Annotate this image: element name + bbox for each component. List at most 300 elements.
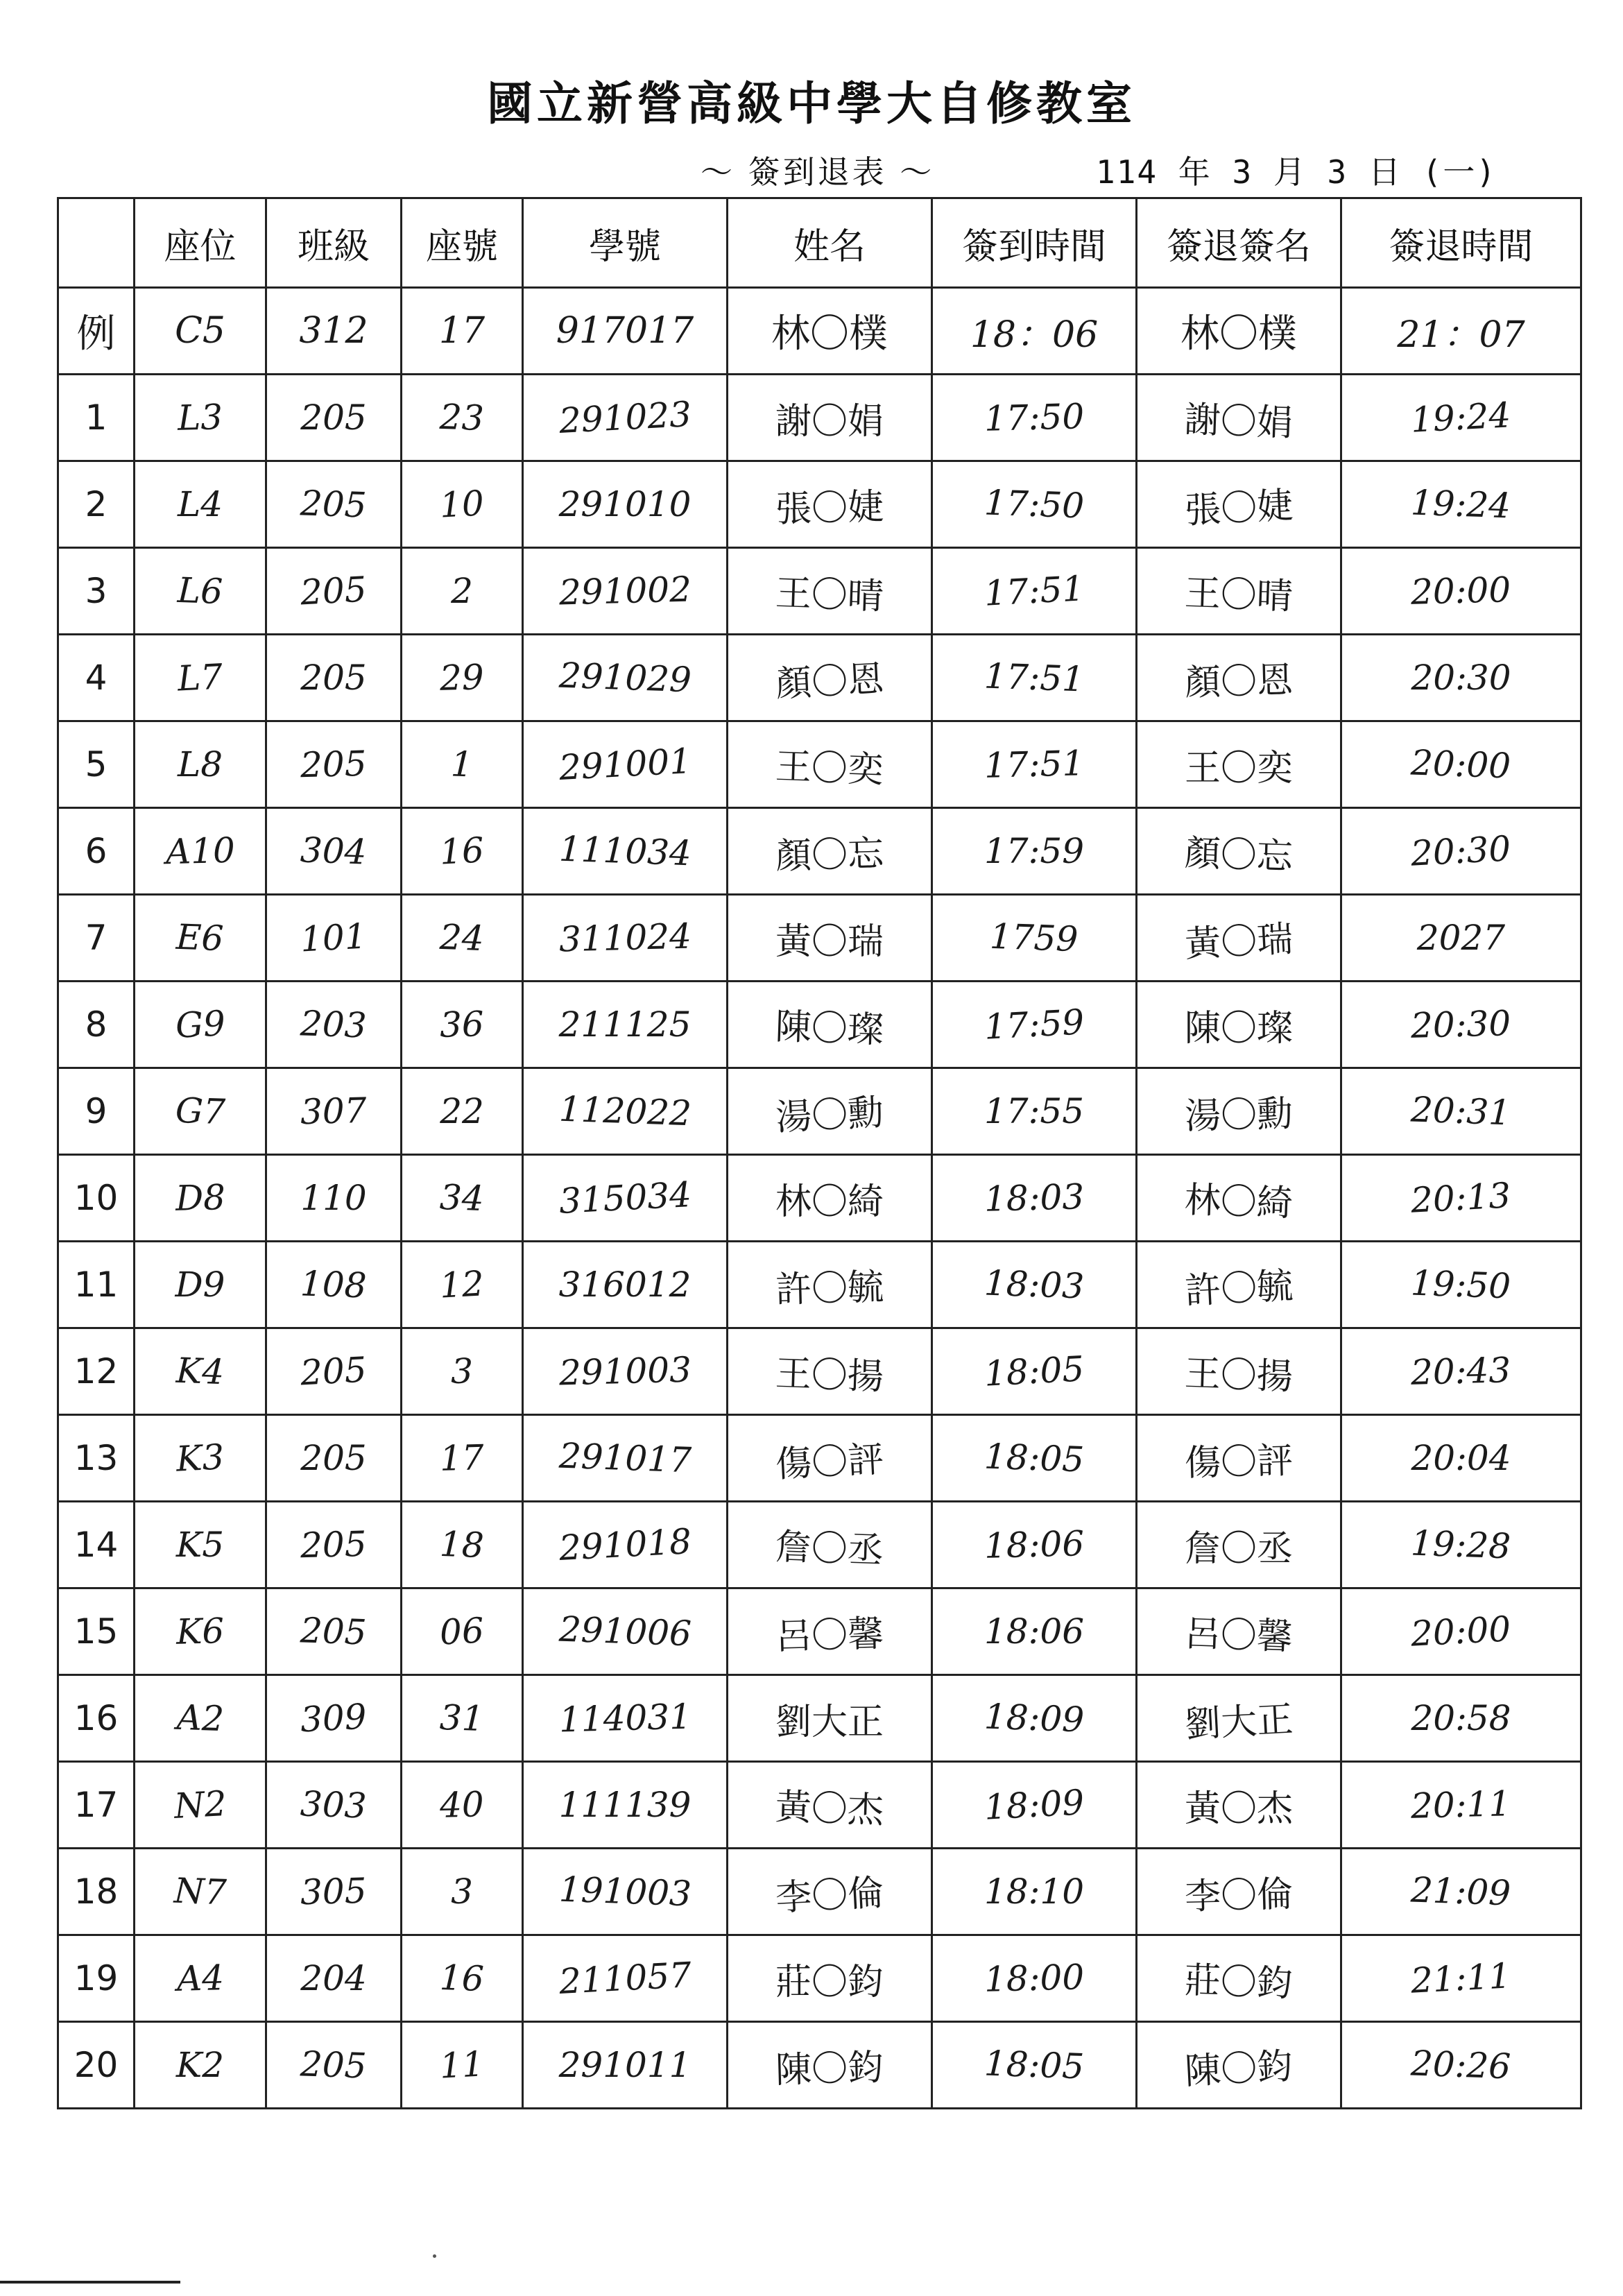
student-id-cell-text: 311024 xyxy=(558,916,692,960)
name-cell-text: 林〇樸 xyxy=(771,311,888,357)
row-number xyxy=(58,1849,135,1935)
seat-cell xyxy=(135,1155,266,1242)
sign-out-time-cell-text: 20:58 xyxy=(1411,1698,1511,1738)
row-number-text: 20 xyxy=(74,2045,119,2085)
sign-out-time-cell xyxy=(1341,1849,1581,1935)
row-number xyxy=(58,1762,135,1849)
sign-out-time-cell-text: 21：07 xyxy=(1397,314,1525,356)
class-cell xyxy=(266,1155,402,1242)
student-id-cell-text: 291010 xyxy=(558,484,692,524)
student-id-cell xyxy=(523,1762,728,1849)
table-row xyxy=(58,808,1581,895)
sign-out-signature-cell-text: 呂〇馨 xyxy=(1183,1612,1294,1659)
class-cell-text: 304 xyxy=(300,830,368,873)
class-cell xyxy=(266,1502,402,1588)
seat-number-cell-text: 29 xyxy=(439,657,485,699)
name-cell-text: 陳〇鈞 xyxy=(775,2046,884,2091)
seat-number-cell xyxy=(402,1068,523,1155)
seat-cell-text: L6 xyxy=(176,569,223,612)
sign-in-time-cell-text: 18：06 xyxy=(970,314,1099,356)
class-cell xyxy=(266,982,402,1068)
class-cell-text: 312 xyxy=(299,310,368,352)
sign-out-time-cell xyxy=(1341,2022,1581,2109)
seat-cell-text: A10 xyxy=(164,830,236,873)
seat-number-cell xyxy=(402,1849,523,1935)
class-cell-text: 204 xyxy=(300,1958,367,1998)
sign-in-time-cell-text: 18:09 xyxy=(983,1696,1085,1740)
name-cell-text: 顏〇忘 xyxy=(775,832,884,877)
sign-out-time-cell xyxy=(1341,1588,1581,1675)
row-number-text: 11 xyxy=(74,1265,119,1305)
sign-out-time-cell xyxy=(1341,721,1581,808)
student-id-cell xyxy=(523,548,728,635)
sign-out-signature-cell-text: 王〇晴 xyxy=(1183,572,1294,618)
sign-out-signature-cell-text: 顏〇恩 xyxy=(1184,659,1294,704)
sign-out-time-cell xyxy=(1341,808,1581,895)
table-row xyxy=(58,375,1581,461)
seat-cell xyxy=(135,548,266,635)
name-cell xyxy=(728,1242,932,1328)
class-cell xyxy=(266,1242,402,1328)
column-header-student-id: 學號 xyxy=(523,198,728,288)
sign-out-signature-cell xyxy=(1137,1849,1341,1935)
sign-in-time-cell xyxy=(932,1502,1137,1588)
seat-number-cell xyxy=(402,895,523,982)
table-row xyxy=(58,1068,1581,1155)
name-cell-text: 劉大正 xyxy=(775,1701,884,1743)
seat-number-cell-text: 2 xyxy=(451,571,473,611)
sign-in-time-cell xyxy=(932,461,1137,548)
sign-out-time-cell-text: 21:09 xyxy=(1410,1869,1512,1914)
student-id-cell-text: 112022 xyxy=(558,1088,692,1134)
class-cell xyxy=(266,1935,402,2022)
student-id-cell xyxy=(523,1155,728,1242)
row-number xyxy=(58,548,135,635)
seat-number-cell-text: 36 xyxy=(439,1004,485,1045)
sign-out-time-cell-text: 21:11 xyxy=(1410,1955,1512,2001)
sign-out-time-cell-text: 20:04 xyxy=(1411,1438,1511,1478)
class-cell-text: 205 xyxy=(300,1610,368,1653)
column-header-seat: 座位 xyxy=(135,198,266,288)
table-body xyxy=(58,288,1581,2109)
student-id-cell xyxy=(523,982,728,1068)
class-cell-text: 303 xyxy=(300,1783,368,1826)
name-cell-text: 林〇綺 xyxy=(775,1181,884,1223)
seat-cell-text: E6 xyxy=(175,916,225,959)
table-row xyxy=(58,635,1581,721)
row-number-text: 10 xyxy=(74,1178,119,1218)
row-number-text: 6 xyxy=(85,831,108,871)
sign-out-signature-cell xyxy=(1137,721,1341,808)
sign-out-signature-cell xyxy=(1137,1242,1341,1328)
sign-in-time-cell xyxy=(932,982,1137,1068)
class-cell-text: 307 xyxy=(300,1090,368,1133)
class-cell xyxy=(266,1675,402,1762)
sign-in-time-cell-text: 18:09 xyxy=(983,1782,1085,1828)
student-id-cell-text: 111034 xyxy=(558,828,692,874)
sign-out-time-cell xyxy=(1341,548,1581,635)
sign-out-signature-cell xyxy=(1137,288,1341,375)
student-id-cell-text: 291023 xyxy=(558,394,692,441)
table-row xyxy=(58,1675,1581,1762)
sign-in-time-cell-text: 18:10 xyxy=(984,1871,1085,1912)
student-id-cell xyxy=(523,635,728,721)
seat-number-cell xyxy=(402,548,523,635)
seat-number-cell-text: 17 xyxy=(438,310,486,352)
seat-number-cell-text: 22 xyxy=(440,1091,484,1131)
table-row xyxy=(58,1328,1581,1415)
student-id-cell xyxy=(523,461,728,548)
seat-cell xyxy=(135,1328,266,1415)
column-header-name: 姓名 xyxy=(728,198,932,288)
row-number-text: 15 xyxy=(74,1611,119,1652)
seat-cell xyxy=(135,1849,266,1935)
seat-number-cell xyxy=(402,375,523,461)
class-cell xyxy=(266,1588,402,1675)
seat-cell-text: K2 xyxy=(175,2045,225,2085)
sign-in-time-cell xyxy=(932,895,1137,982)
seat-number-cell xyxy=(402,1155,523,1242)
student-id-cell-text: 191003 xyxy=(558,1869,692,1914)
sign-in-time-cell-text: 17:51 xyxy=(984,743,1085,786)
seat-number-cell-text: 06 xyxy=(438,1610,486,1653)
seat-number-cell xyxy=(402,721,523,808)
student-id-cell-text: 316012 xyxy=(558,1265,692,1305)
seat-number-cell-text: 23 xyxy=(439,396,485,439)
sign-out-signature-cell-text: 張〇婕 xyxy=(1183,484,1294,532)
name-cell xyxy=(728,982,932,1068)
row-number xyxy=(58,1068,135,1155)
sign-in-time-cell xyxy=(932,721,1137,808)
table-row xyxy=(58,1415,1581,1502)
name-cell-text: 顏〇恩 xyxy=(774,658,885,705)
class-cell-text: 309 xyxy=(299,1696,368,1740)
sign-out-signature-cell-text: 顏〇忘 xyxy=(1183,832,1294,878)
row-number xyxy=(58,808,135,895)
sign-in-time-cell xyxy=(932,2022,1137,2109)
sign-out-time-cell-text: 20:00 xyxy=(1410,1609,1512,1654)
sign-out-signature-cell xyxy=(1137,461,1341,548)
bottom-edge-rule xyxy=(0,2281,180,2284)
seat-number-cell-text: 40 xyxy=(439,1784,485,1826)
class-cell-text: 205 xyxy=(300,1438,367,1478)
sign-out-time-cell-text: 20:26 xyxy=(1410,2043,1512,2087)
name-cell xyxy=(728,1849,932,1935)
sign-out-signature-cell xyxy=(1137,1935,1341,2022)
name-cell xyxy=(728,1415,932,1502)
sign-in-time-cell-text: 18:05 xyxy=(983,2043,1085,2087)
sign-out-signature-cell xyxy=(1137,1675,1341,1762)
sign-out-signature-cell xyxy=(1137,2022,1341,2109)
row-number xyxy=(58,1242,135,1328)
name-cell xyxy=(728,1155,932,1242)
sign-out-time-cell-text: 19:50 xyxy=(1410,1262,1512,1307)
sign-out-signature-cell xyxy=(1137,982,1341,1068)
column-header-sign-in-time: 簽到時間 xyxy=(932,198,1137,288)
sign-in-time-cell-text: 1759 xyxy=(989,916,1079,960)
row-number xyxy=(58,1328,135,1415)
name-cell-text: 許〇毓 xyxy=(775,1266,884,1311)
name-cell-text: 湯〇勳 xyxy=(774,1091,885,1139)
class-cell xyxy=(266,548,402,635)
sign-out-signature-cell-text: 陳〇鈞 xyxy=(1183,2045,1294,2093)
sign-out-time-cell xyxy=(1341,635,1581,721)
sign-in-time-cell xyxy=(932,1935,1137,2022)
seat-cell xyxy=(135,721,266,808)
seat-cell xyxy=(135,375,266,461)
sign-out-signature-cell xyxy=(1137,375,1341,461)
sign-in-time-cell-text: 18:06 xyxy=(984,1611,1085,1652)
seat-number-cell xyxy=(402,1328,523,1415)
row-number-text: 12 xyxy=(74,1351,119,1391)
sign-out-time-cell xyxy=(1341,1935,1581,2022)
table-row xyxy=(58,1849,1581,1935)
sign-out-time-cell xyxy=(1341,1762,1581,1849)
class-cell xyxy=(266,1415,402,1502)
seat-cell-text: L7 xyxy=(176,656,224,699)
row-number xyxy=(58,1588,135,1675)
sign-out-time-cell xyxy=(1341,1675,1581,1762)
seat-cell-text: L3 xyxy=(177,397,223,438)
name-cell xyxy=(728,1762,932,1849)
seat-cell xyxy=(135,982,266,1068)
student-id-cell-text: 291006 xyxy=(558,1609,692,1654)
row-number-text: 5 xyxy=(85,744,108,785)
name-cell xyxy=(728,1935,932,2022)
seat-number-cell-text: 24 xyxy=(439,916,485,959)
row-number xyxy=(58,288,135,375)
seat-cell-text: G7 xyxy=(174,1090,226,1133)
seat-cell-text: N7 xyxy=(173,1870,227,1913)
sign-out-signature-cell-text: 李〇倫 xyxy=(1184,1873,1294,1918)
name-cell-text: 黃〇瑞 xyxy=(775,920,884,963)
class-cell-text: 205 xyxy=(299,569,368,613)
class-cell xyxy=(266,375,402,461)
sign-in-time-cell-text: 17:50 xyxy=(983,482,1085,526)
table-row xyxy=(58,461,1581,548)
row-number xyxy=(58,1155,135,1242)
row-number xyxy=(58,635,135,721)
student-id-cell-text: 291001 xyxy=(558,741,692,788)
student-id-cell-text: 111139 xyxy=(558,1785,692,1825)
seat-cell xyxy=(135,808,266,895)
seat-number-cell xyxy=(402,1762,523,1849)
sign-in-time-cell xyxy=(932,1762,1137,1849)
table-row xyxy=(58,1155,1581,1242)
class-cell-text: 110 xyxy=(300,1178,367,1218)
student-id-cell-text: 114031 xyxy=(558,1696,692,1740)
name-cell-text: 莊〇鈞 xyxy=(775,1961,884,2003)
table-row xyxy=(58,721,1581,808)
class-cell-text: 305 xyxy=(300,1870,368,1913)
table-row xyxy=(58,1762,1581,1849)
sign-out-signature-cell-text: 黃〇杰 xyxy=(1184,1788,1293,1830)
name-cell-text: 陳〇璨 xyxy=(774,1005,884,1052)
seat-number-cell xyxy=(402,1242,523,1328)
seat-cell-text: D9 xyxy=(175,1265,225,1305)
student-id-cell-text: 315034 xyxy=(558,1174,692,1222)
row-number xyxy=(58,721,135,808)
class-cell xyxy=(266,895,402,982)
table-row xyxy=(58,548,1581,635)
sign-in-time-cell xyxy=(932,1675,1137,1762)
seat-cell xyxy=(135,1935,266,2022)
seat-cell xyxy=(135,1068,266,1155)
column-header-class: 班級 xyxy=(266,198,402,288)
name-cell-text: 王〇奕 xyxy=(774,745,884,791)
class-cell xyxy=(266,808,402,895)
row-number xyxy=(58,1675,135,1762)
seat-cell-text: N2 xyxy=(173,1783,227,1826)
sign-out-time-cell xyxy=(1341,1068,1581,1155)
sheet-subtitle: ～ 簽到退表 ～ xyxy=(701,153,935,191)
sign-in-time-cell-text: 17:50 xyxy=(984,396,1085,439)
row-number-text: 16 xyxy=(74,1698,119,1738)
student-id-cell xyxy=(523,2022,728,2109)
row-number xyxy=(58,2022,135,2109)
seat-number-cell xyxy=(402,1415,523,1502)
example-row xyxy=(58,288,1581,375)
seat-number-cell xyxy=(402,288,523,375)
class-cell-text: 205 xyxy=(300,743,368,786)
name-cell xyxy=(728,2022,932,2109)
student-id-cell-text: 211125 xyxy=(558,1004,692,1045)
sign-out-signature-cell xyxy=(1137,1068,1341,1155)
sign-out-time-cell-text: 20:13 xyxy=(1410,1175,1512,1221)
class-cell-text: 205 xyxy=(300,2044,368,2087)
row-number-text: 1 xyxy=(85,397,108,438)
name-cell xyxy=(728,461,932,548)
class-cell-text: 205 xyxy=(300,658,367,698)
seat-number-cell-text: 34 xyxy=(439,1176,485,1219)
sheet-date: 114 年 3 月 3 日 (一) xyxy=(1096,153,1497,191)
sign-in-time-cell-text: 18:05 xyxy=(983,1436,1085,1480)
sign-in-time-cell xyxy=(932,1415,1137,1502)
sign-in-time-cell xyxy=(932,635,1137,721)
row-number-text: 例 xyxy=(76,311,116,357)
sign-out-time-cell xyxy=(1341,1155,1581,1242)
class-cell xyxy=(266,461,402,548)
sign-in-time-cell-text: 17:59 xyxy=(983,1002,1085,1047)
seat-cell-text: C5 xyxy=(175,310,225,352)
row-number xyxy=(58,1502,135,1588)
table-row xyxy=(58,2022,1581,2109)
student-id-cell-text: 291017 xyxy=(558,1435,692,1481)
name-cell-text: 詹〇丞 xyxy=(774,1525,884,1572)
student-id-cell xyxy=(523,1849,728,1935)
student-id-cell-text: 211057 xyxy=(558,1955,692,2002)
seat-number-cell-text: 12 xyxy=(438,1263,486,1306)
name-cell xyxy=(728,721,932,808)
sign-out-signature-cell xyxy=(1137,895,1341,982)
table-row xyxy=(58,1588,1581,1675)
sign-out-signature-cell-text: 林〇綺 xyxy=(1183,1179,1294,1225)
seat-number-cell xyxy=(402,461,523,548)
sign-out-time-cell xyxy=(1341,288,1581,375)
class-cell xyxy=(266,721,402,808)
row-number xyxy=(58,1935,135,2022)
sign-in-time-cell xyxy=(932,808,1137,895)
sign-in-time-cell-text: 18:03 xyxy=(984,1176,1085,1219)
sign-out-signature-cell xyxy=(1137,635,1341,721)
sign-in-time-cell-text: 17:59 xyxy=(984,831,1085,871)
name-cell xyxy=(728,1328,932,1415)
sign-in-time-cell-text: 17:55 xyxy=(984,1091,1085,1131)
sign-out-signature-cell-text: 陳〇璨 xyxy=(1184,1007,1293,1050)
student-id-cell xyxy=(523,375,728,461)
sign-out-time-cell-text: 2027 xyxy=(1416,918,1506,958)
seat-cell-text: K4 xyxy=(175,1350,225,1393)
column-header-sign-out-signature: 簽退簽名 xyxy=(1137,198,1341,288)
sign-out-signature-cell xyxy=(1137,1415,1341,1502)
student-id-cell xyxy=(523,1328,728,1415)
row-number-text: 13 xyxy=(74,1438,119,1478)
name-cell-text: 呂〇馨 xyxy=(775,1613,884,1658)
student-id-cell xyxy=(523,1068,728,1155)
seat-cell-text: A4 xyxy=(175,1957,225,1999)
sign-out-time-cell-text: 20:00 xyxy=(1410,742,1512,787)
sign-out-signature-cell-text: 林〇樸 xyxy=(1180,311,1297,357)
subtitle-row xyxy=(0,147,1623,196)
seat-number-cell xyxy=(402,1502,523,1588)
class-cell-text: 205 xyxy=(300,483,368,526)
sign-in-time-cell xyxy=(932,375,1137,461)
seat-cell-text: K6 xyxy=(175,1611,225,1652)
sign-in-time-cell-text: 17:51 xyxy=(983,656,1085,700)
sign-out-signature-cell-text: 黃〇瑞 xyxy=(1183,918,1294,966)
sign-out-signature-cell-text: 謝〇娟 xyxy=(1183,398,1294,445)
table-row xyxy=(58,1935,1581,2022)
row-number-text: 3 xyxy=(85,571,108,611)
name-cell-text: 謝〇娟 xyxy=(775,400,884,443)
seat-number-cell-text: 31 xyxy=(439,1697,485,1740)
sign-out-time-cell xyxy=(1341,895,1581,982)
class-cell-text: 205 xyxy=(300,1523,368,1566)
seat-number-cell-text: 11 xyxy=(438,2044,486,2087)
sign-in-time-cell xyxy=(932,288,1137,375)
student-id-cell xyxy=(523,1675,728,1762)
name-cell-text: 傷〇評 xyxy=(774,1438,885,1486)
sign-out-signature-cell-text: 莊〇鈞 xyxy=(1183,1959,1294,2005)
student-id-cell xyxy=(523,1502,728,1588)
sign-in-time-cell xyxy=(932,1588,1137,1675)
student-id-cell xyxy=(523,721,728,808)
sign-out-signature-cell xyxy=(1137,1762,1341,1849)
sign-out-time-cell-text: 20:43 xyxy=(1410,1350,1512,1393)
name-cell xyxy=(728,895,932,982)
name-cell xyxy=(728,288,932,375)
table-row xyxy=(58,982,1581,1068)
class-cell xyxy=(266,1849,402,1935)
student-id-cell xyxy=(523,808,728,895)
sign-in-time-cell xyxy=(932,1242,1137,1328)
seat-cell xyxy=(135,2022,266,2109)
name-cell xyxy=(728,808,932,895)
name-cell-text: 王〇揚 xyxy=(774,1352,884,1398)
sheet-title: 國立新營高級中學大自修教室 xyxy=(487,76,1136,130)
student-id-cell xyxy=(523,288,728,375)
row-number-text: 7 xyxy=(85,918,108,958)
seat-cell xyxy=(135,1415,266,1502)
sign-out-signature-cell-text: 王〇奕 xyxy=(1184,747,1293,789)
sign-out-time-cell-text: 19:24 xyxy=(1410,395,1512,440)
class-cell xyxy=(266,1328,402,1415)
name-cell-text: 李〇倫 xyxy=(774,1871,885,1919)
sign-in-time-cell xyxy=(932,548,1137,635)
table-row xyxy=(58,895,1581,982)
class-cell-text: 205 xyxy=(299,1349,368,1394)
column-header-sign-out-time: 簽退時間 xyxy=(1341,198,1581,288)
